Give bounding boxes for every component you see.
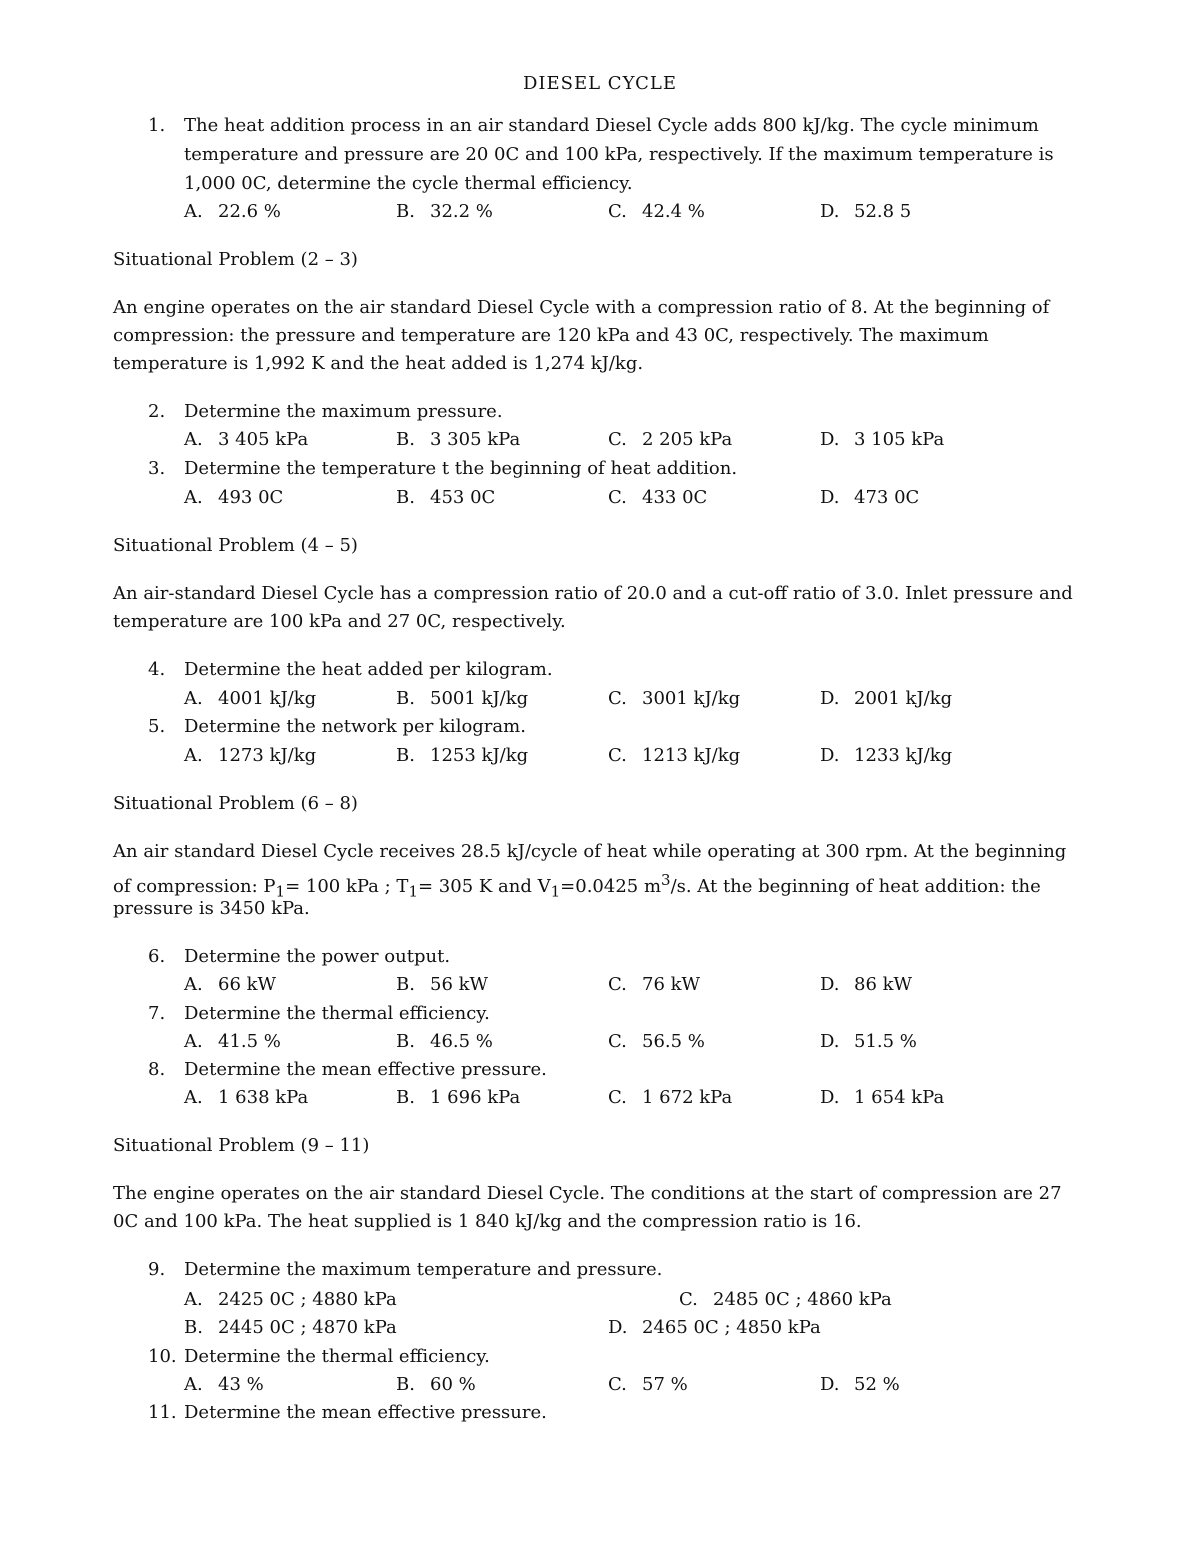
option-d: D. 86 kW <box>820 974 913 995</box>
question-text: Determine the power output. <box>184 946 451 967</box>
option-d: D. 52.8 5 <box>820 201 912 222</box>
option-c: C. 2485 0C ; 4860 kPa <box>679 1289 892 1310</box>
option-d: D. 51.5 % <box>820 1031 917 1052</box>
option-d: D. 3 105 kPa <box>820 429 945 450</box>
option-c: C. 76 kW <box>608 974 701 995</box>
question-number: 6. <box>148 946 166 967</box>
option-d: D. 2001 kJ/kg <box>820 688 953 709</box>
option-d: D. 1 654 kPa <box>820 1087 945 1108</box>
option-c: C. 1213 kJ/kg <box>608 745 741 766</box>
problem-text-line: The engine operates on the air standard Diesel Cycle. The conditions at the start of compression are 27 <box>113 1183 1062 1204</box>
problem-text-line: of compression: $P_1= 100$ kPa ; $T_1= 305$ K and $V_1=0.0425$ $m^3/s$. At the beginning of heat addition: the <box>113 871 1041 901</box>
question-text-line: temperature and pressure are 20 0C and 100 kPa, respectively. If the maximum temperature is <box>184 144 1054 165</box>
problem-text-line: An engine operates on the air standard Diesel Cycle with a compression ratio of 8. At the beginning of <box>113 297 1050 318</box>
problem-text-line: pressure is 3450 kPa. <box>113 898 310 919</box>
option-c: C. 42.4 % <box>608 201 705 222</box>
option-b: B. 1 696 kPa <box>396 1087 521 1108</box>
option-b: B. 453 0C <box>396 487 496 508</box>
question-text: Determine the heat added per kilogram. <box>184 659 553 680</box>
option-b: B. 3 305 kPa <box>396 429 521 450</box>
option-d: D. 2465 0C ; 4850 kPa <box>608 1317 821 1338</box>
question-number: 5. <box>148 716 166 737</box>
option-b: B. 32.2 % <box>396 201 493 222</box>
option-a: A. 4001 kJ/kg <box>184 688 317 709</box>
option-c: C. 1 672 kPa <box>608 1087 733 1108</box>
question-text: Determine the maximum temperature and pressure. <box>184 1259 663 1280</box>
page-title: DIESEL CYCLE <box>522 73 678 94</box>
option-c: C. 3001 kJ/kg <box>608 688 741 709</box>
question-number: 7. <box>148 1003 166 1024</box>
problem-text-line: An air-standard Diesel Cycle has a compression ratio of 20.0 and a cut-off ratio of 3.0. Inlet pressure and <box>113 583 1073 604</box>
question-number: 10. <box>148 1346 177 1367</box>
option-a: A. 22.6 % <box>184 201 281 222</box>
option-a: A. 41.5 % <box>184 1031 281 1052</box>
option-b: B. 2445 0C ; 4870 kPa <box>184 1317 397 1338</box>
option-b: B. 46.5 % <box>396 1031 493 1052</box>
question-text: Determine the mean effective pressure. <box>184 1059 547 1080</box>
question-text: Determine the thermal efficiency. <box>184 1003 490 1024</box>
question-text: Determine the temperature t the beginning of heat addition. <box>184 458 738 479</box>
problem-text-line: compression: the pressure and temperature are 120 kPa and 43 0C, respectively. The maximum <box>113 325 989 346</box>
problem-text-line: temperature is 1,992 K and the heat added is 1,274 kJ/kg. <box>113 353 644 374</box>
question-text: Determine the mean effective pressure. <box>184 1402 547 1423</box>
option-a: A. 66 kW <box>184 974 277 995</box>
option-a: A. 2425 0C ; 4880 kPa <box>184 1289 397 1310</box>
problem-text-line: An air standard Diesel Cycle receives 28.5 kJ/cycle of heat while operating at 300 rpm. At the beginning <box>113 841 1067 862</box>
question-text: Determine the maximum pressure. <box>184 401 503 422</box>
question-number: 4. <box>148 659 166 680</box>
question-number: 1. <box>148 115 166 136</box>
question-text-line: 1,000 0C, determine the cycle thermal efficiency. <box>184 173 633 194</box>
question-number: 2. <box>148 401 166 422</box>
problem-text-line: 0C and 100 kPa. The heat supplied is 1 840 kJ/kg and the compression ratio is 16. <box>113 1211 862 1232</box>
section-heading: Situational Problem (9 – 11) <box>113 1135 370 1156</box>
question-number: 3. <box>148 458 166 479</box>
question-number: 9. <box>148 1259 166 1280</box>
option-a: A. 493 0C <box>184 487 284 508</box>
option-a: A. 1 638 kPa <box>184 1087 309 1108</box>
option-d: D. 1233 kJ/kg <box>820 745 953 766</box>
question-text: Determine the thermal efficiency. <box>184 1346 490 1367</box>
option-c: C. 56.5 % <box>608 1031 705 1052</box>
problem-text-line: temperature are 100 kPa and 27 0C, respectively. <box>113 611 566 632</box>
option-c: C. 57 % <box>608 1374 688 1395</box>
option-d: D. 52 % <box>820 1374 900 1395</box>
option-b: B. 5001 kJ/kg <box>396 688 529 709</box>
option-b: B. 60 % <box>396 1374 476 1395</box>
question-text-line: The heat addition process in an air standard Diesel Cycle adds 800 kJ/kg. The cycle minimum <box>184 115 1039 136</box>
option-b: B. 1253 kJ/kg <box>396 745 529 766</box>
option-c: C. 433 0C <box>608 487 708 508</box>
section-heading: Situational Problem (4 – 5) <box>113 535 358 556</box>
option-a: A. 1273 kJ/kg <box>184 745 317 766</box>
option-c: C. 2 205 kPa <box>608 429 733 450</box>
option-b: B. 56 kW <box>396 974 489 995</box>
option-d: D. 473 0C <box>820 487 920 508</box>
section-heading: Situational Problem (2 – 3) <box>113 249 358 270</box>
option-a: A. 3 405 kPa <box>184 429 309 450</box>
section-heading: Situational Problem (6 – 8) <box>113 793 358 814</box>
option-a: A. 43 % <box>184 1374 264 1395</box>
question-text: Determine the network per kilogram. <box>184 716 526 737</box>
question-number: 8. <box>148 1059 166 1080</box>
question-number: 11. <box>148 1402 177 1423</box>
